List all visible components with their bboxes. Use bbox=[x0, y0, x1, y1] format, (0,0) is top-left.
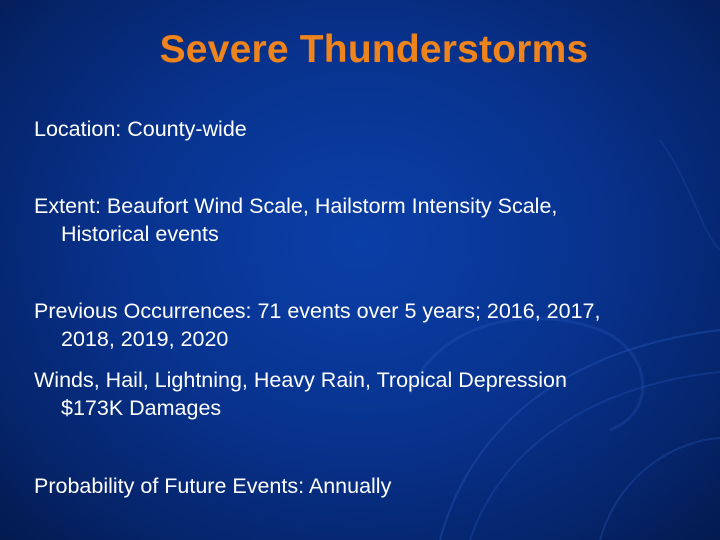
location-text: Location: County-wide bbox=[34, 117, 247, 141]
probability-text: Probability of Future Events: Annually bbox=[34, 474, 392, 498]
extent-text-line2: Historical events bbox=[61, 222, 219, 246]
extent-paragraph bbox=[34, 192, 557, 248]
slide-title: Severe Thunderstorms bbox=[159, 28, 589, 71]
previous-occurrences-line1: Previous Occurrences: 71 events over 5 years; 2016, 2017, bbox=[34, 299, 601, 323]
extent-text-line1: Extent: Beaufort Wind Scale, Hailstorm Intensity Scale, bbox=[34, 194, 558, 218]
hazards-line1: Winds, Hail, Lightning, Heavy Rain, Tropical Depression bbox=[34, 368, 567, 392]
previous-occurrences-line2: 2018, 2019, 2020 bbox=[61, 327, 229, 351]
damages-line: $173K Damages bbox=[61, 396, 222, 420]
previous-occurrences-paragraph bbox=[34, 297, 600, 353]
location-paragraph bbox=[34, 115, 247, 143]
probability-paragraph bbox=[34, 472, 391, 500]
hazards-paragraph bbox=[34, 366, 567, 422]
